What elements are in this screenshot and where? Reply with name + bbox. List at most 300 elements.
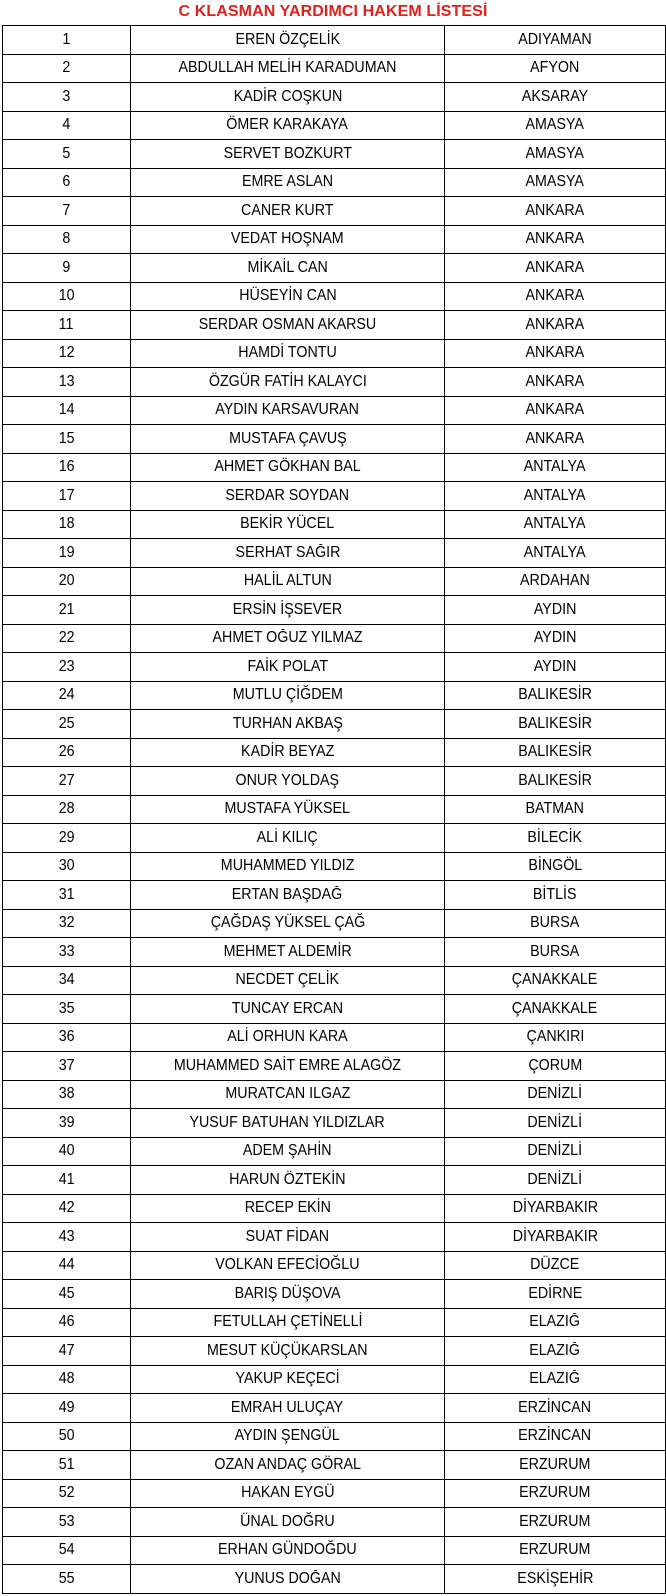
referee-name-text: ERTAN BAŞDAĞ — [232, 885, 343, 903]
row-number-cell — [3, 767, 131, 796]
row-number-cell — [3, 1194, 131, 1223]
row-number-text: 26 — [58, 743, 75, 761]
city-text: ANTALYA — [524, 543, 586, 561]
referee-name-text: CANER KURT — [241, 201, 334, 219]
city-cell — [445, 1194, 666, 1223]
row-number-text: 17 — [58, 486, 75, 504]
city-cell — [445, 738, 666, 767]
city-text: BURSA — [530, 942, 580, 960]
referee-name-cell — [131, 1166, 445, 1195]
referee-name-text: SERDAR SOYDAN — [225, 486, 350, 504]
referee-name-text: HAKAN EYGÜ — [240, 1484, 335, 1502]
row-number-text: 8 — [62, 230, 71, 248]
table-row — [3, 1508, 666, 1537]
referee-name-cell — [131, 938, 445, 967]
row-number-cell — [3, 738, 131, 767]
row-number-text: 28 — [58, 800, 75, 818]
row-number-text: 41 — [58, 1170, 75, 1188]
table-row — [3, 1422, 666, 1451]
referee-name-cell — [131, 681, 445, 710]
row-number-text: 23 — [58, 657, 75, 675]
city-text: ERZİNCAN — [518, 1427, 592, 1445]
table-row — [3, 1479, 666, 1508]
row-number-text: 54 — [58, 1541, 75, 1559]
row-number-text: 50 — [58, 1427, 75, 1445]
row-number-text: 35 — [58, 999, 75, 1017]
row-number-text: 7 — [62, 201, 71, 219]
city-text: AMASYA — [525, 116, 585, 134]
referee-name-cell — [131, 482, 445, 511]
city-text: ANKARA — [525, 315, 585, 333]
referee-name-cell — [131, 168, 445, 197]
row-number-text: 27 — [58, 771, 75, 789]
referee-name-text: BARIŞ DÜŞOVA — [234, 1284, 341, 1302]
row-number-text: 18 — [58, 515, 75, 533]
city-cell — [445, 539, 666, 568]
referee-name-text: EMRAH ULUÇAY — [231, 1398, 344, 1416]
table-row — [3, 767, 666, 796]
city-text: ANTALYA — [524, 458, 586, 476]
referee-name-cell — [131, 909, 445, 938]
table-row — [3, 1251, 666, 1280]
row-number-cell — [3, 510, 131, 539]
referee-name-text: HALİL ALTUN — [243, 572, 332, 590]
row-number-text: 47 — [58, 1341, 75, 1359]
table-row — [3, 1080, 666, 1109]
row-number-cell — [3, 653, 131, 682]
row-number-cell — [3, 852, 131, 881]
city-cell — [445, 1422, 666, 1451]
row-number-cell — [3, 1137, 131, 1166]
city-cell — [445, 83, 666, 112]
city-cell — [445, 1308, 666, 1337]
city-text: ELAZIĞ — [529, 1341, 581, 1359]
city-cell — [445, 111, 666, 140]
referee-name-text: ALİ KILIÇ — [256, 828, 319, 846]
referee-name-cell — [131, 140, 445, 169]
referee-list-table — [2, 25, 666, 1594]
city-cell — [445, 168, 666, 197]
referee-name-text: YUNUS DOĞAN — [234, 1569, 341, 1587]
referee-name-cell — [131, 225, 445, 254]
city-cell — [445, 1280, 666, 1309]
referee-name-cell — [131, 1337, 445, 1366]
row-number-cell — [3, 596, 131, 625]
city-text: ÇANKIRI — [526, 1028, 584, 1046]
city-cell — [445, 1052, 666, 1081]
row-number-cell — [3, 1508, 131, 1537]
row-number-cell — [3, 1166, 131, 1195]
row-number-cell — [3, 339, 131, 368]
row-number-cell — [3, 1337, 131, 1366]
referee-name-cell — [131, 425, 445, 454]
row-number-text: 36 — [58, 1028, 75, 1046]
table-row — [3, 1337, 666, 1366]
city-cell — [445, 1365, 666, 1394]
row-number-cell — [3, 909, 131, 938]
table-row — [3, 1536, 666, 1565]
table-row — [3, 653, 666, 682]
referee-name-text: EMRE ASLAN — [241, 173, 334, 191]
city-text: ERZURUM — [519, 1484, 591, 1502]
city-cell — [445, 453, 666, 482]
table-row — [3, 596, 666, 625]
city-cell — [445, 710, 666, 739]
table-row — [3, 140, 666, 169]
city-cell — [445, 197, 666, 226]
referee-name-cell — [131, 1023, 445, 1052]
row-number-text: 45 — [58, 1284, 75, 1302]
referee-name-cell — [131, 824, 445, 853]
row-number-cell — [3, 111, 131, 140]
table-row — [3, 1109, 666, 1138]
city-text: AYDIN — [533, 600, 577, 618]
row-number-text: 32 — [58, 914, 75, 932]
city-text: AYDIN — [533, 629, 577, 647]
referee-name-text: MİKAİL CAN — [247, 258, 328, 276]
referee-name-cell — [131, 539, 445, 568]
referee-name-text: SERVET BOZKURT — [223, 144, 352, 162]
city-cell — [445, 596, 666, 625]
table-row — [3, 396, 666, 425]
referee-name-text: AHMET GÖKHAN BAL — [214, 458, 361, 476]
city-text: ANKARA — [525, 287, 585, 305]
referee-name-text: MUHAMMED SAİT EMRE ALAGÖZ — [173, 1056, 402, 1074]
referee-name-cell — [131, 1280, 445, 1309]
city-text: BİNGÖL — [528, 857, 582, 875]
table-row — [3, 368, 666, 397]
city-cell — [445, 1023, 666, 1052]
referee-name-cell — [131, 795, 445, 824]
city-text: AYDIN — [533, 657, 577, 675]
city-cell — [445, 767, 666, 796]
referee-name-text: HÜSEYİN CAN — [238, 287, 337, 305]
referee-name-cell — [131, 1109, 445, 1138]
referee-name-text: RECEP EKİN — [244, 1199, 331, 1217]
referee-name-cell — [131, 396, 445, 425]
city-cell — [445, 681, 666, 710]
row-number-text: 1 — [62, 30, 71, 48]
city-cell — [445, 1565, 666, 1594]
referee-name-text: AHMET OĞUZ YILMAZ — [212, 629, 363, 647]
table-row — [3, 1023, 666, 1052]
city-text: DENİZLİ — [527, 1113, 583, 1131]
table-row — [3, 197, 666, 226]
row-number-cell — [3, 54, 131, 83]
row-number-text: 5 — [62, 144, 71, 162]
city-cell — [445, 1080, 666, 1109]
referee-name-cell — [131, 1308, 445, 1337]
referee-name-cell — [131, 881, 445, 910]
row-number-cell — [3, 995, 131, 1024]
row-number-text: 31 — [58, 885, 75, 903]
table-row — [3, 938, 666, 967]
row-number-text: 40 — [58, 1142, 75, 1160]
city-text: ARDAHAN — [520, 572, 590, 590]
row-number-cell — [3, 282, 131, 311]
page-title: C KLASMAN YARDIMCI HAKEM LİSTESİ — [178, 3, 488, 20]
city-text: ERZURUM — [519, 1541, 591, 1559]
referee-name-cell — [131, 339, 445, 368]
row-number-cell — [3, 966, 131, 995]
city-cell — [445, 425, 666, 454]
table-row — [3, 824, 666, 853]
city-cell — [445, 1337, 666, 1366]
table-row — [3, 710, 666, 739]
referee-name-text: MUSTAFA YÜKSEL — [224, 800, 351, 818]
referee-name-cell — [131, 995, 445, 1024]
referee-name-text: ONUR YOLDAŞ — [235, 771, 340, 789]
referee-name-cell — [131, 738, 445, 767]
referee-name-text: ADEM ŞAHİN — [243, 1142, 332, 1160]
city-text: ERZURUM — [519, 1455, 591, 1473]
row-number-text: 14 — [58, 401, 75, 419]
row-number-cell — [3, 1251, 131, 1280]
row-number-text: 21 — [58, 600, 75, 618]
table-row — [3, 311, 666, 340]
referee-name-cell — [131, 54, 445, 83]
row-number-cell — [3, 1023, 131, 1052]
table-row — [3, 852, 666, 881]
row-number-cell — [3, 1280, 131, 1309]
table-row — [3, 26, 666, 55]
city-text: ELAZIĞ — [529, 1370, 581, 1388]
row-number-cell — [3, 1052, 131, 1081]
row-number-text: 38 — [58, 1085, 75, 1103]
referee-name-cell — [131, 966, 445, 995]
row-number-text: 24 — [58, 686, 75, 704]
row-number-cell — [3, 1479, 131, 1508]
city-cell — [445, 1223, 666, 1252]
table-row — [3, 1194, 666, 1223]
table-row — [3, 425, 666, 454]
city-cell — [445, 995, 666, 1024]
table-row — [3, 1365, 666, 1394]
city-text: ANTALYA — [524, 486, 586, 504]
city-text: DÜZCE — [530, 1256, 580, 1274]
referee-name-text: KADİR COŞKUN — [233, 87, 342, 105]
city-cell — [445, 396, 666, 425]
referee-name-cell — [131, 254, 445, 283]
referee-name-cell — [131, 26, 445, 55]
city-cell — [445, 311, 666, 340]
table-row — [3, 1137, 666, 1166]
row-number-cell — [3, 396, 131, 425]
city-cell — [445, 824, 666, 853]
city-cell — [445, 482, 666, 511]
referee-name-text: MUSTAFA ÇAVUŞ — [228, 429, 347, 447]
referee-name-cell — [131, 510, 445, 539]
referee-name-cell — [131, 1365, 445, 1394]
city-text: BİLECİK — [527, 828, 583, 846]
row-number-cell — [3, 824, 131, 853]
referee-name-cell — [131, 453, 445, 482]
city-text: ADIYAMAN — [518, 30, 592, 48]
row-number-cell — [3, 1451, 131, 1480]
row-number-cell — [3, 254, 131, 283]
referee-name-cell — [131, 1194, 445, 1223]
referee-name-cell — [131, 767, 445, 796]
referee-name-cell — [131, 1508, 445, 1537]
city-cell — [445, 54, 666, 83]
referee-name-text: TURHAN AKBAŞ — [232, 714, 343, 732]
row-number-cell — [3, 710, 131, 739]
table-row — [3, 453, 666, 482]
referee-name-text: NECDET ÇELİK — [235, 971, 340, 989]
city-text: ANKARA — [525, 344, 585, 362]
row-number-text: 48 — [58, 1370, 75, 1388]
referee-name-text: VEDAT HOŞNAM — [231, 230, 344, 248]
referee-name-cell — [131, 852, 445, 881]
row-number-cell — [3, 938, 131, 967]
referee-name-text: MURATCAN ILGAZ — [225, 1085, 350, 1103]
referee-name-text: YAKUP KEÇECİ — [235, 1370, 340, 1388]
row-number-text: 42 — [58, 1199, 75, 1217]
referee-name-cell — [131, 567, 445, 596]
city-text: ANKARA — [525, 201, 585, 219]
table-row — [3, 1394, 666, 1423]
city-cell — [445, 567, 666, 596]
row-number-text: 34 — [58, 971, 75, 989]
city-cell — [445, 1137, 666, 1166]
referee-name-text: BEKİR YÜCEL — [240, 515, 335, 533]
city-text: DİYARBAKIR — [512, 1227, 598, 1245]
city-text: DENİZLİ — [527, 1170, 583, 1188]
city-cell — [445, 1109, 666, 1138]
row-number-cell — [3, 539, 131, 568]
city-cell — [445, 339, 666, 368]
table-row — [3, 1166, 666, 1195]
table-row — [3, 795, 666, 824]
city-text: ANTALYA — [524, 515, 586, 533]
referee-name-text: KADİR BEYAZ — [240, 743, 335, 761]
row-number-cell — [3, 624, 131, 653]
row-number-text: 10 — [58, 287, 75, 305]
row-number-text: 6 — [62, 173, 71, 191]
row-number-cell — [3, 197, 131, 226]
row-number-text: 52 — [58, 1484, 75, 1502]
row-number-cell — [3, 311, 131, 340]
referee-name-cell — [131, 1451, 445, 1480]
referee-name-cell — [131, 282, 445, 311]
city-text: AFYON — [530, 59, 580, 77]
city-text: BALIKESİR — [518, 743, 592, 761]
referee-name-text: AYDIN KARSAVURAN — [215, 401, 360, 419]
row-number-cell — [3, 1365, 131, 1394]
row-number-text: 22 — [58, 629, 75, 647]
city-cell — [445, 254, 666, 283]
row-number-cell — [3, 1109, 131, 1138]
row-number-cell — [3, 567, 131, 596]
row-number-cell — [3, 368, 131, 397]
row-number-cell — [3, 225, 131, 254]
row-number-cell — [3, 453, 131, 482]
city-cell — [445, 26, 666, 55]
table-row — [3, 225, 666, 254]
city-text: ÇANAKKALE — [512, 971, 598, 989]
row-number-cell — [3, 168, 131, 197]
row-number-text: 2 — [62, 59, 71, 77]
referee-name-text: ÖZGÜR FATİH KALAYCI — [208, 372, 367, 390]
row-number-cell — [3, 681, 131, 710]
row-number-text: 37 — [58, 1056, 75, 1074]
city-text: ANKARA — [525, 258, 585, 276]
row-number-text: 4 — [62, 116, 71, 134]
city-text: ANKARA — [525, 401, 585, 419]
city-cell — [445, 938, 666, 967]
row-number-text: 16 — [58, 458, 75, 476]
referee-name-text: HARUN ÖZTEKİN — [229, 1170, 346, 1188]
city-cell — [445, 140, 666, 169]
referee-name-text: ERHAN GÜNDOĞDU — [218, 1541, 357, 1559]
city-text: AMASYA — [525, 173, 585, 191]
city-cell — [445, 1536, 666, 1565]
table-row — [3, 111, 666, 140]
table-row — [3, 995, 666, 1024]
referee-name-text: MUTLU ÇİĞDEM — [232, 686, 343, 704]
row-number-text: 51 — [58, 1455, 75, 1473]
city-text: BATMAN — [525, 800, 585, 818]
referee-name-text: SERDAR OSMAN AKARSU — [198, 315, 377, 333]
city-cell — [445, 795, 666, 824]
table-row — [3, 681, 666, 710]
referee-name-text: HAMDİ TONTU — [238, 344, 337, 362]
referee-name-cell — [131, 1394, 445, 1423]
referee-name-text: ÖMER KARAKAYA — [226, 116, 349, 134]
table-body — [3, 26, 666, 1594]
city-cell — [445, 624, 666, 653]
row-number-cell — [3, 1394, 131, 1423]
table-row — [3, 339, 666, 368]
row-number-cell — [3, 83, 131, 112]
referee-name-text: MESUT KÜÇÜKARSLAN — [207, 1341, 368, 1359]
city-text: AKSARAY — [521, 87, 589, 105]
table-row — [3, 254, 666, 283]
city-text: ANKARA — [525, 429, 585, 447]
city-cell — [445, 852, 666, 881]
referee-name-cell — [131, 83, 445, 112]
referee-name-text: YUSUF BATUHAN YILDIZLAR — [189, 1113, 386, 1131]
referee-name-text: SUAT FİDAN — [245, 1227, 330, 1245]
city-cell — [445, 909, 666, 938]
city-cell — [445, 1451, 666, 1480]
city-cell — [445, 881, 666, 910]
city-text: ELAZIĞ — [529, 1313, 581, 1331]
row-number-cell — [3, 482, 131, 511]
city-cell — [445, 966, 666, 995]
referee-name-cell — [131, 1251, 445, 1280]
city-text: ERZURUM — [519, 1512, 591, 1530]
city-cell — [445, 282, 666, 311]
city-text: DENİZLİ — [527, 1085, 583, 1103]
row-number-text: 20 — [58, 572, 75, 590]
referee-name-cell — [131, 111, 445, 140]
city-text: ÇANAKKALE — [512, 999, 598, 1017]
referee-name-text: ALİ ORHUN KARA — [227, 1028, 348, 1046]
row-number-text: 53 — [58, 1512, 75, 1530]
row-number-text: 9 — [62, 258, 71, 276]
referee-name-cell — [131, 197, 445, 226]
referee-name-text: FAİK POLAT — [247, 657, 328, 675]
referee-name-text: OZAN ANDAÇ GÖRAL — [214, 1455, 361, 1473]
city-cell — [445, 368, 666, 397]
row-number-text: 44 — [58, 1256, 75, 1274]
row-number-text: 3 — [62, 87, 71, 105]
row-number-cell — [3, 1565, 131, 1594]
row-number-cell — [3, 425, 131, 454]
row-number-text: 30 — [58, 857, 75, 875]
city-cell — [445, 1508, 666, 1537]
